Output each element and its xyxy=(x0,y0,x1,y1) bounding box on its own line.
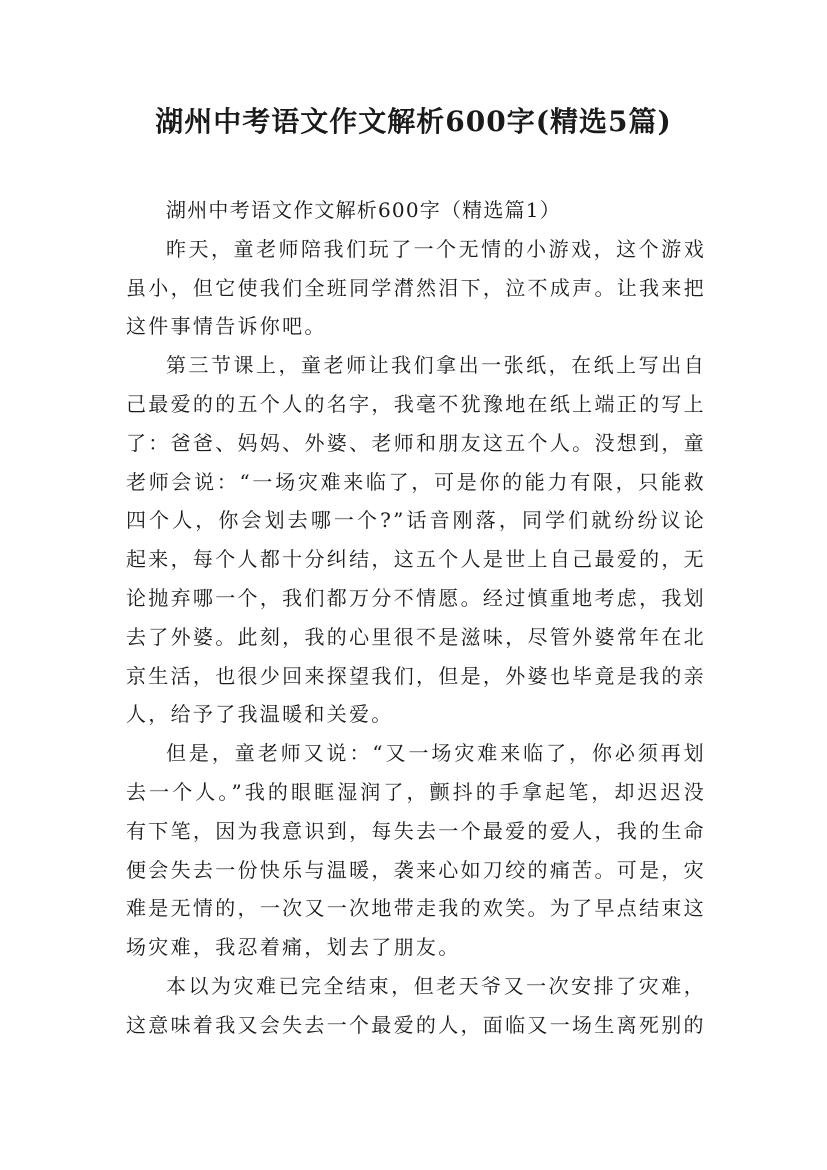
document-title: 湖州中考语文作文解析600字(精选5篇) xyxy=(155,105,672,138)
document-body xyxy=(126,191,706,1045)
paragraph-1: 昨天，童老师陪我们玩了一个无情的小游戏，这个游戏虽小，但它使我们全班同学潸然泪下，泣不成声。让我来把这件事情告诉你吧。 xyxy=(126,236,706,339)
section-heading: 湖州中考语文作文解析600字（精选篇1） xyxy=(166,198,561,222)
paragraph-2: 第三节课上，童老师让我们拿出一张纸，在纸上写出自己最爱的的五个人的名字，我毫不犹豫地在纸上端正的写上了：爸爸、妈妈、外婆、老师和朋友这五个人。没想到，童老师会说：“一场灾难来临了，可是你的能力有限，只能救四个人，你会划去哪一个?”话音刚落，同学们就纷纷议论起来，每个人都十分纠结，这五个人是世上自己最爱的，无论抛弃哪一个，我们都万分不情愿。经过慎重地考虑，我划去了外婆。此刻，我的心里很不是滋味，尽管外婆常年在北京生活，也很少回来探望我们，但是，外婆也毕竟是我的亲人，给予了我温暖和关爱。 xyxy=(126,353,706,727)
paragraph-4: 本以为灾难已完全结束，但老天爷又一次安排了灾难，这意味着我又会失去一个最爱的人，面临又一场生离死别的 xyxy=(126,973,706,1037)
paragraph-3: 但是，童老师又说：“又一场灾难来临了，你必须再划去一个人。”我的眼眶湿润了，颤抖的手拿起笔，却迟迟没有下笔，因为我意识到，每失去一个最爱的爱人，我的生命便会失去一份快乐与温暖，袭来心如刀绞的痛苦。可是，灾难是无情的，一次又一次地带走我的欢笑。为了早点结束这场灾难，我忍着痛，划去了朋友。 xyxy=(126,741,706,960)
